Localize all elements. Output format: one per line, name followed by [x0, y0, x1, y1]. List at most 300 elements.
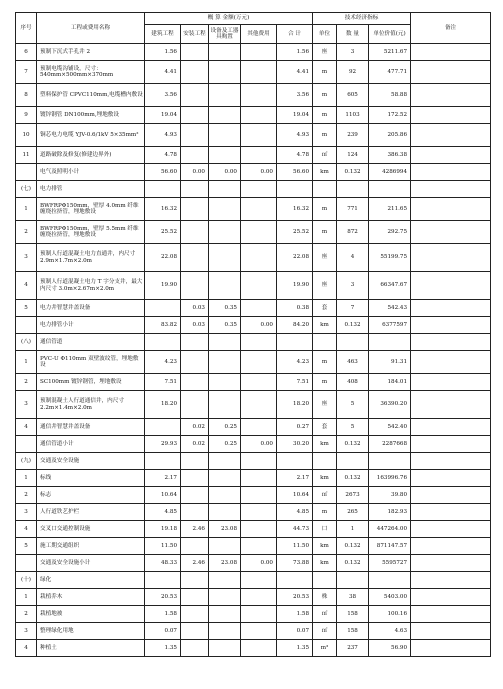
header-total: 合 计 [277, 25, 313, 44]
cell-note [411, 419, 491, 436]
cell-price: 58.88 [369, 84, 411, 107]
cell-total: 4.41 [277, 61, 313, 84]
table-row [16, 107, 491, 124]
cell-note [411, 504, 491, 521]
cell-qty: 239 [337, 124, 369, 147]
cell-name: 镀锌钢管 DN100mm,埋地敷设 [37, 107, 145, 124]
cell-price: 182.93 [369, 504, 411, 521]
cell-build [145, 419, 181, 436]
table-row [16, 374, 491, 391]
cell-unit: km [313, 164, 337, 181]
cell-name: 预制下沉式手孔井 2 [37, 44, 145, 61]
cell-build: 4.93 [145, 124, 181, 147]
cell-unit: 套 [313, 300, 337, 317]
table-row [16, 391, 491, 419]
empty-cell [145, 572, 181, 589]
table-row [16, 521, 491, 538]
cell-qty: 7 [337, 300, 369, 317]
empty-cell [181, 334, 209, 351]
table-row [16, 272, 491, 300]
cell-seq: 2 [16, 487, 37, 504]
empty-cell [337, 334, 369, 351]
cell-other: 0.00 [241, 317, 277, 334]
cell-build: 10.64 [145, 487, 181, 504]
cell-price: 5211.67 [369, 44, 411, 61]
cell-qty: 0.132 [337, 436, 369, 453]
cell-qty: 2673 [337, 487, 369, 504]
cell-name: 栽植地被 [37, 606, 145, 623]
cell-build: 4.85 [145, 504, 181, 521]
cell-price: 91.31 [369, 351, 411, 374]
cell-other: 0.00 [241, 555, 277, 572]
header-qty: 数 量 [337, 25, 369, 44]
cell-note [411, 640, 491, 657]
cell-unit: ㎡ [313, 623, 337, 640]
cell-equip [209, 487, 241, 504]
empty-cell [145, 181, 181, 198]
cell-seq: 9 [16, 107, 37, 124]
cell-install [181, 107, 209, 124]
cell-seq: 1 [16, 198, 37, 221]
cell-build: 4.41 [145, 61, 181, 84]
cell-equip [209, 44, 241, 61]
cell-other [241, 44, 277, 61]
cell-build: 1.58 [145, 606, 181, 623]
cell-name: 通信井智慧井盖设备 [37, 419, 145, 436]
cell-name: 预制混凝土人行道通信井，内尺寸 2.2m×1.4m×2.0m [37, 391, 145, 419]
cell-qty: 605 [337, 84, 369, 107]
cell-note [411, 164, 491, 181]
cell-equip [209, 61, 241, 84]
cell-price: 386.38 [369, 147, 411, 164]
table-row [16, 487, 491, 504]
cell-seq: 5 [16, 538, 37, 555]
cell-equip [209, 351, 241, 374]
header-other: 其他费用 [241, 25, 277, 44]
cell-other [241, 391, 277, 419]
empty-cell [277, 181, 313, 198]
cell-qty: 237 [337, 640, 369, 657]
cell-other: 0.00 [241, 164, 277, 181]
cell-other [241, 640, 277, 657]
empty-cell [411, 334, 491, 351]
cell-name: 人行道铁艺护栏 [37, 504, 145, 521]
cell-seq: 11 [16, 147, 37, 164]
cell-total: 0.38 [277, 300, 313, 317]
empty-cell [241, 334, 277, 351]
cell-price: 55199.75 [369, 244, 411, 272]
empty-cell [337, 453, 369, 470]
table-row [16, 221, 491, 244]
cell-build: 3.56 [145, 84, 181, 107]
cell-note [411, 623, 491, 640]
cell-other [241, 300, 277, 317]
cell-build [145, 300, 181, 317]
cell-equip [209, 221, 241, 244]
cell-note [411, 555, 491, 572]
cell-build: 19.04 [145, 107, 181, 124]
header-unit: 单位 [313, 25, 337, 44]
header-name: 工程或费用名称 [37, 13, 145, 44]
cell-seq: 1 [16, 589, 37, 606]
cell-equip [209, 198, 241, 221]
cell-note [411, 147, 491, 164]
cell-price: 4286994 [369, 164, 411, 181]
cell-install [181, 61, 209, 84]
header-tech-group: 技术经济指标 [313, 13, 411, 25]
cell-unit: m [313, 351, 337, 374]
cell-name: 电力井智慧井盖设备 [37, 300, 145, 317]
cell-other [241, 521, 277, 538]
cell-name: 标线 [37, 470, 145, 487]
empty-cell [369, 453, 411, 470]
cell-note [411, 391, 491, 419]
cell-note [411, 198, 491, 221]
cell-equip: 23.08 [209, 555, 241, 572]
cell-other [241, 351, 277, 374]
cell-seq: 5 [16, 300, 37, 317]
header-note: 备注 [411, 13, 491, 44]
cell-price: 36390.20 [369, 391, 411, 419]
cell-equip [209, 84, 241, 107]
table-row [16, 198, 491, 221]
cell-equip [209, 606, 241, 623]
cell-build: 56.60 [145, 164, 181, 181]
table-row [16, 44, 491, 61]
cell-unit: 株 [313, 589, 337, 606]
table-row [16, 538, 491, 555]
cell-unit: m [313, 198, 337, 221]
cell-equip [209, 589, 241, 606]
cell-build: 18.20 [145, 391, 181, 419]
cell-seq: 2 [16, 221, 37, 244]
cell-install: 0.02 [181, 436, 209, 453]
cell-seq: 2 [16, 606, 37, 623]
cell-price: 172.52 [369, 107, 411, 124]
cell-name: 交通及安全设施小计 [37, 555, 145, 572]
cell-unit: m [313, 374, 337, 391]
cell-total: 4.85 [277, 504, 313, 521]
cell-name: 标志 [37, 487, 145, 504]
subtotal-row [16, 317, 491, 334]
empty-cell [209, 572, 241, 589]
cell-note [411, 272, 491, 300]
empty-cell [313, 453, 337, 470]
table-header [16, 13, 491, 44]
cell-total: 2.17 [277, 470, 313, 487]
cell-total: 56.60 [277, 164, 313, 181]
cell-install: 2.46 [181, 521, 209, 538]
cell-build: 22.08 [145, 244, 181, 272]
empty-cell [241, 453, 277, 470]
cell-seq: 3 [16, 504, 37, 521]
table-row [16, 61, 491, 84]
cell-qty: 0.132 [337, 538, 369, 555]
cell-seq: 2 [16, 374, 37, 391]
cell-equip [209, 147, 241, 164]
cell-total: 3.56 [277, 84, 313, 107]
cell-seq: 1 [16, 351, 37, 374]
empty-cell [313, 181, 337, 198]
cell-unit: km [313, 317, 337, 334]
subtotal-row [16, 555, 491, 572]
section-title: 电力排管 [37, 181, 145, 198]
cell-name: 电气及照明小计 [37, 164, 145, 181]
section-title: 交通及安全设施 [37, 453, 145, 470]
cell-price: 871147.57 [369, 538, 411, 555]
cell-qty: 872 [337, 221, 369, 244]
cell-install [181, 538, 209, 555]
cell-price: 4.63 [369, 623, 411, 640]
cell-unit: km [313, 436, 337, 453]
cell-other [241, 504, 277, 521]
cell-other [241, 147, 277, 164]
estimate-sheet [15, 12, 490, 657]
cell-seq: 7 [16, 61, 37, 84]
cell-note [411, 436, 491, 453]
section-row [16, 334, 491, 351]
cell-equip [209, 470, 241, 487]
cell-seq: 4 [16, 272, 37, 300]
cell-equip: 0.35 [209, 300, 241, 317]
cell-equip [209, 391, 241, 419]
cell-total: 19.04 [277, 107, 313, 124]
cell-install [181, 147, 209, 164]
cell-price: 6377597 [369, 317, 411, 334]
cell-qty: 0.132 [337, 555, 369, 572]
table-row [16, 419, 491, 436]
header-install: 安装工程 [181, 25, 209, 44]
cell-note [411, 300, 491, 317]
cell-seq [16, 164, 37, 181]
cell-build: 20.53 [145, 589, 181, 606]
cell-seq: 6 [16, 44, 37, 61]
cell-unit: 座 [313, 244, 337, 272]
cell-install [181, 124, 209, 147]
cell-seq: 1 [16, 470, 37, 487]
cell-unit: m³ [313, 640, 337, 657]
cell-build: 19.90 [145, 272, 181, 300]
table-row [16, 351, 491, 374]
cell-total: 4.23 [277, 351, 313, 374]
empty-cell [369, 572, 411, 589]
cell-qty: 1 [337, 521, 369, 538]
table-row [16, 244, 491, 272]
cell-total: 10.64 [277, 487, 313, 504]
cell-other [241, 124, 277, 147]
cell-price: 39.80 [369, 487, 411, 504]
cell-install: 0.02 [181, 419, 209, 436]
cell-qty: 0.132 [337, 470, 369, 487]
cell-unit: km [313, 538, 337, 555]
section-seq: (十) [16, 572, 37, 589]
cell-build: 16.32 [145, 198, 181, 221]
cell-total: 20.53 [277, 589, 313, 606]
cell-seq: 3 [16, 391, 37, 419]
cell-equip [209, 272, 241, 300]
cell-price: 184.01 [369, 374, 411, 391]
empty-cell [241, 572, 277, 589]
cell-name: 铜芯电力电缆 YJV-0.6/1kV 5×35mm² [37, 124, 145, 147]
cell-seq: 4 [16, 640, 37, 657]
cell-unit: 套 [313, 419, 337, 436]
cell-note [411, 84, 491, 107]
cell-build: 4.23 [145, 351, 181, 374]
cell-build: 25.52 [145, 221, 181, 244]
table-row [16, 470, 491, 487]
table-row [16, 504, 491, 521]
cell-qty: 3 [337, 44, 369, 61]
cell-install [181, 244, 209, 272]
empty-cell [209, 453, 241, 470]
cell-build: 48.33 [145, 555, 181, 572]
cell-other [241, 244, 277, 272]
cell-install [181, 391, 209, 419]
cell-other [241, 198, 277, 221]
cell-name: 塑料保护管 CPVC110mm,电缆槽内敷设 [37, 84, 145, 107]
cell-other [241, 272, 277, 300]
cell-unit: 座 [313, 272, 337, 300]
table-row [16, 84, 491, 107]
cell-equip: 0.00 [209, 164, 241, 181]
cell-equip [209, 640, 241, 657]
cell-note [411, 589, 491, 606]
empty-cell [277, 334, 313, 351]
cell-equip: 0.25 [209, 419, 241, 436]
cell-note [411, 317, 491, 334]
cell-qty: 92 [337, 61, 369, 84]
cell-name: SC100mm 镀锌钢管，埋地敷设 [37, 374, 145, 391]
cell-equip [209, 107, 241, 124]
cell-unit: km [313, 555, 337, 572]
section-row [16, 181, 491, 198]
cell-qty: 5 [337, 391, 369, 419]
cell-seq: 3 [16, 244, 37, 272]
cell-build: 19.18 [145, 521, 181, 538]
cell-other [241, 606, 277, 623]
cell-install [181, 198, 209, 221]
cell-name: 预制人行道混凝土电力 T 字分支井，最大内尺寸 3.0m×2.67m×2.0m [37, 272, 145, 300]
cell-total: 84.20 [277, 317, 313, 334]
cell-price: 5403.00 [369, 589, 411, 606]
cell-total: 1.58 [277, 606, 313, 623]
cell-qty: 0.132 [337, 317, 369, 334]
cell-unit: ㎡ [313, 147, 337, 164]
cell-qty: 158 [337, 623, 369, 640]
cell-total: 30.20 [277, 436, 313, 453]
cell-qty: 408 [337, 374, 369, 391]
cell-price: 211.65 [369, 198, 411, 221]
empty-cell [181, 181, 209, 198]
cell-name: 种植土 [37, 640, 145, 657]
cell-note [411, 374, 491, 391]
cell-note [411, 470, 491, 487]
cell-price: 100.16 [369, 606, 411, 623]
cell-install [181, 272, 209, 300]
cell-install [181, 487, 209, 504]
empty-cell [209, 334, 241, 351]
cell-other [241, 419, 277, 436]
cell-price: 205.86 [369, 124, 411, 147]
cell-note [411, 351, 491, 374]
empty-cell [337, 572, 369, 589]
cell-name: BWFRPΦ150mm，壁厚 4.0mm 纤维缠绕拉挤管，埋地敷设 [37, 198, 145, 221]
estimate-table [15, 12, 491, 657]
section-seq: (七) [16, 181, 37, 198]
table-row [16, 147, 491, 164]
cell-other [241, 487, 277, 504]
cell-unit: m [313, 504, 337, 521]
cell-qty: 0.132 [337, 164, 369, 181]
cell-note [411, 487, 491, 504]
cell-install [181, 640, 209, 657]
cell-build: 83.82 [145, 317, 181, 334]
empty-cell [145, 453, 181, 470]
cell-other [241, 107, 277, 124]
empty-cell [209, 181, 241, 198]
cell-build: 11.50 [145, 538, 181, 555]
cell-install: 0.03 [181, 300, 209, 317]
cell-seq: 4 [16, 521, 37, 538]
cell-unit: 口 [313, 521, 337, 538]
cell-unit: 座 [313, 391, 337, 419]
cell-price: 542.43 [369, 300, 411, 317]
cell-other [241, 61, 277, 84]
cell-name: 施工期交通组织 [37, 538, 145, 555]
cell-total: 22.08 [277, 244, 313, 272]
cell-equip: 0.35 [209, 317, 241, 334]
cell-unit: m [313, 124, 337, 147]
empty-cell [369, 334, 411, 351]
cell-total: 0.07 [277, 623, 313, 640]
header-seq: 序号 [16, 13, 37, 44]
empty-cell [369, 181, 411, 198]
empty-cell [411, 572, 491, 589]
cell-install [181, 470, 209, 487]
empty-cell [277, 453, 313, 470]
cell-price: 292.75 [369, 221, 411, 244]
cell-note [411, 606, 491, 623]
cell-qty: 38 [337, 589, 369, 606]
cell-price: 477.71 [369, 61, 411, 84]
cell-build: 7.51 [145, 374, 181, 391]
cell-install [181, 44, 209, 61]
cell-seq: 10 [16, 124, 37, 147]
table-row [16, 640, 491, 657]
cell-unit: m [313, 61, 337, 84]
cell-install [181, 84, 209, 107]
header-equip: 设备及工器具购置 [209, 25, 241, 44]
cell-total: 44.73 [277, 521, 313, 538]
cell-name: 栽植乔木 [37, 589, 145, 606]
cell-other [241, 84, 277, 107]
cell-total: 1.35 [277, 640, 313, 657]
empty-cell [313, 334, 337, 351]
cell-equip [209, 374, 241, 391]
cell-total: 19.90 [277, 272, 313, 300]
empty-cell [181, 453, 209, 470]
cell-total: 73.88 [277, 555, 313, 572]
cell-seq [16, 436, 37, 453]
cell-total: 11.50 [277, 538, 313, 555]
cell-note [411, 124, 491, 147]
empty-cell [313, 572, 337, 589]
section-row [16, 572, 491, 589]
cell-name: 电力排管小计 [37, 317, 145, 334]
cell-name: 交叉口交通控制设施 [37, 521, 145, 538]
cell-price: 542.40 [369, 419, 411, 436]
empty-cell [241, 181, 277, 198]
